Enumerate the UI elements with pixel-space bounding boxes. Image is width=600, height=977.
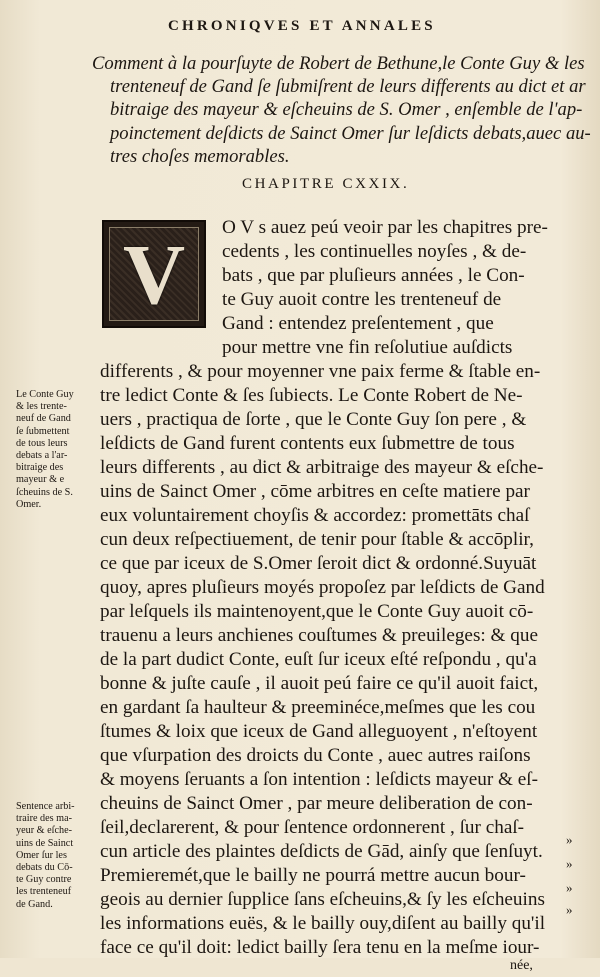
summary-line: poinctement deſdicts de Sainct Omer ſur leſdicts debats,auec au- xyxy=(110,122,591,144)
body-line: ſeil,declarerent, & pour ſentence ordonnerent , ſur chaſ- xyxy=(100,817,525,838)
quote-mark: » xyxy=(566,902,573,917)
body-line: te Guy auoit contre les trenteneuf de xyxy=(222,289,502,310)
quote-mark: » xyxy=(566,856,573,871)
body-line: uins de Sainct Omer , cōme arbitres en ceſte matiere par xyxy=(100,481,530,502)
margin-note-line: & les trente- xyxy=(16,401,67,413)
body-line: cheuins de Sainct Omer , par meure deliberation de con- xyxy=(100,793,533,814)
body-line: Gand : entendez preſentement , que xyxy=(222,313,494,334)
margin-note-line: uins de Sainct xyxy=(16,837,74,849)
body-line: ce que par iceux de S.Omer ſeroit dict & ordonné.Suyuāt xyxy=(100,553,537,574)
catchword: née, xyxy=(510,958,533,973)
summary-line: bitraige des mayeur & eſcheuins de S. Omer , enſemble de l'ap- xyxy=(110,99,583,121)
body-line: bonne & juſte cauſe , il auoit peú faire ce qu'il auoit faict, xyxy=(100,673,539,694)
body-line: trauenu a leurs anchienes couſtumes & preuileges: & que xyxy=(100,625,538,646)
margin-note-line: Omer ſur les xyxy=(16,849,67,861)
body-line: bats , que par pluſieurs années , le Con- xyxy=(222,265,525,286)
body-line: eux voluntairement choyſis & accordez: promettāts chaſ xyxy=(100,505,530,526)
body-line: en gardant ſa haulteur & preeminéce,meſmes que les cou xyxy=(100,697,536,718)
body-line: pour mettre vne fin reſolutiue auſdicts xyxy=(222,337,513,358)
body-line: que vſurpation des droicts du Conte , auec autres raiſons xyxy=(100,745,531,766)
body-line: quoy, apres pluſieurs moyés propoſez par leſdicts de Gand xyxy=(100,577,545,598)
summary-line: trenteneuf de Gand ſe ſubmiſrent de leurs differents au dict et ar xyxy=(110,76,586,98)
body-line: leſdicts de Gand furent contents eux ſubmettre de tous xyxy=(100,433,515,454)
margin-note-line: ſcheuins de S. xyxy=(16,486,73,498)
body-line: cedents , les continuelles noyſes , & de- xyxy=(222,241,527,262)
margin-note-line: de Gand. xyxy=(16,898,53,910)
body-line: ſtumes & loix que iceux de Gand alleguoyent , n'eſtoyent xyxy=(100,721,538,742)
body-line: cun deux reſpectiuement, de tenir pour ſtable & accōplir, xyxy=(100,529,534,550)
margin-note-line: debats du Cō- xyxy=(16,862,73,874)
margin-note-line: bitraige des xyxy=(16,462,64,474)
margin-note-line: les trenteneuf xyxy=(16,886,72,898)
margin-note-line: Omer. xyxy=(16,498,42,510)
margin-note-line: te Guy contre xyxy=(16,874,72,886)
body-line: geois au dernier ſupplice ſans eſcheuins,& ſy les eſcheuins xyxy=(100,889,545,910)
body-line: & moyens ſeruants a ſon intention : leſdicts mayeur & eſ- xyxy=(100,769,539,790)
margin-note-line: Le Conte Guy xyxy=(16,389,74,400)
body-line: les informations euës, & le bailly ouy,diſent au bailly qu'il xyxy=(100,913,546,934)
margin-note-line: traire des ma- xyxy=(16,813,73,825)
body-line: tre ledict Conte & ſes ſubiects. Le Conte Robert de Ne- xyxy=(100,385,523,406)
chapter-summary xyxy=(92,52,591,168)
body-line: face ce qu'il doit: ledict bailly ſera tenu en la meſme iour- xyxy=(100,937,540,958)
body-line: O V s auez peú veoir par les chapitres pre- xyxy=(222,217,548,238)
quote-mark: » xyxy=(566,832,573,847)
summary-line: Comment à la pourſuyte de Robert de Bethune,le Conte Guy & les xyxy=(92,53,585,74)
initial-letter: V xyxy=(122,226,186,322)
margin-note-line: mayeur & e xyxy=(16,474,65,486)
body-line: de la part dudict Conte, euſt ſur iceux eſté reſpondu , qu'a xyxy=(100,649,537,670)
body-line: leurs differents , au dict & arbitraige des mayeur & eſche- xyxy=(100,457,544,478)
margin-note xyxy=(16,389,74,511)
running-head: CHRONIQVES ET ANNALES xyxy=(168,18,436,34)
chapter-title: CHAPITRE CXXIX. xyxy=(242,176,410,192)
body-line: Premieremét,que le bailly ne pourrá mettre aucun bour- xyxy=(100,865,526,886)
decorated-initial xyxy=(102,220,206,328)
margin-note-line: neuf de Gand xyxy=(16,413,71,425)
summary-line: tres choſes memorables. xyxy=(110,145,290,167)
margin-note-line: Sentence arbi- xyxy=(16,801,75,812)
margin-note-line: yeur & eſche- xyxy=(16,825,73,837)
body-line: uers , practiqua de ſorte , que le Conte Guy ſon pere , & xyxy=(100,409,527,430)
body-line: par leſquels ils maintenoyent,que le Conte Guy auoit cō- xyxy=(100,601,534,622)
margin-note-line: de tous leurs xyxy=(16,437,68,449)
body-line: differents , & pour moyenner vne paix ferme & ſtable en- xyxy=(100,361,541,382)
margin-note-line: ſe ſubmettent xyxy=(16,425,70,437)
margin-note-line: debats a l'ar- xyxy=(16,450,68,462)
initial-frame xyxy=(109,227,199,321)
margin-note xyxy=(16,801,75,911)
quote-mark: » xyxy=(566,880,573,895)
body-line: cun article des plaintes deſdicts de Gād, ainſy que ſenſuyt. xyxy=(100,841,543,862)
